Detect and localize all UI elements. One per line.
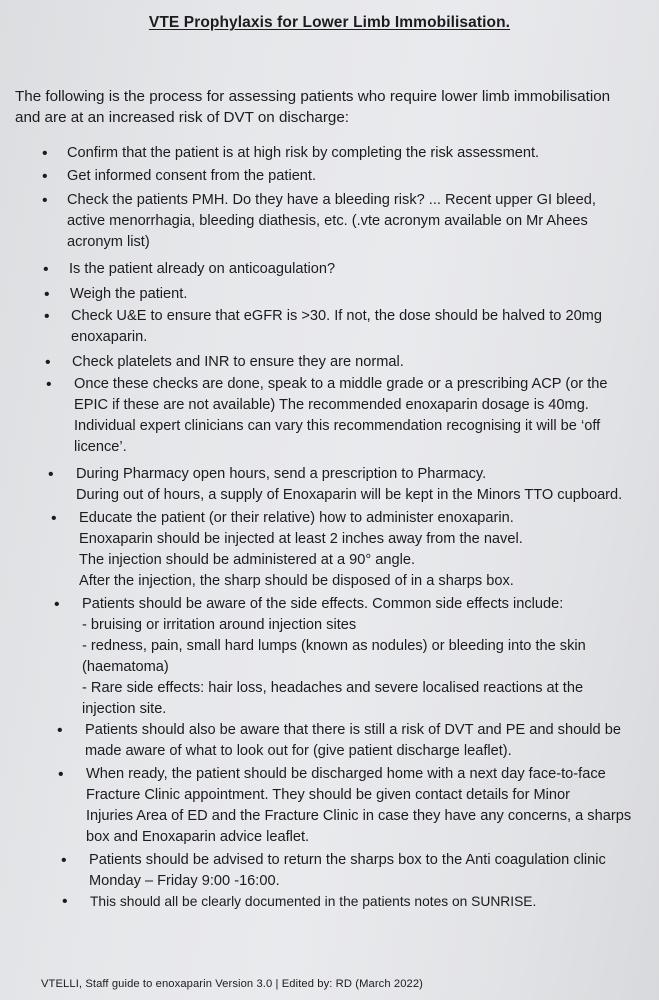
- bullet-icon: •: [42, 145, 48, 162]
- checklist-item: [44, 284, 187, 305]
- bullet-icon: •: [44, 308, 50, 325]
- item-text: [69, 259, 335, 280]
- item-text: [71, 306, 602, 348]
- item-line: After the injection, the sharp should be disposed of in a sharps box.: [79, 573, 514, 589]
- checklist-item: [45, 352, 404, 373]
- checklist-item: [62, 891, 536, 912]
- item-line: When ready, the patient should be discharged home with a next day face-to-face: [86, 766, 606, 782]
- item-text: [76, 464, 622, 506]
- intro-paragraph: [15, 86, 645, 128]
- item-line: Injuries Area of ED and the Fracture Clinic in case they have any concerns, a sharps: [86, 808, 632, 824]
- item-line: Educate the patient (or their relative) how to administer enoxaparin.: [79, 510, 514, 526]
- item-line: Check the patients PMH. Do they have a bleeding risk? ... Recent upper GI bleed,: [67, 192, 596, 208]
- item-line: Get informed consent from the patient.: [67, 168, 317, 184]
- item-line: This should all be clearly documented in the patients notes on SUNRISE.: [90, 894, 537, 909]
- bullet-icon: •: [58, 766, 64, 783]
- item-line: - redness, pain, small hard lumps (known as nodules) or bleeding into the skin: [82, 638, 586, 654]
- item-line: Patients should be advised to return the sharps box to the Anti coagulation clinic: [89, 852, 606, 868]
- checklist-item: [43, 259, 335, 280]
- item-line: active menorrhagia, bleeding diathesis, etc. (.vte acronym available on Mr Ahees: [67, 213, 588, 229]
- item-line: Check platelets and INR to ensure they are normal.: [72, 354, 404, 370]
- item-text: [67, 143, 539, 164]
- bullet-icon: •: [62, 893, 68, 910]
- item-text: [70, 284, 187, 305]
- item-text: [85, 720, 621, 762]
- item-line: - bruising or irritation around injection sites: [82, 617, 357, 633]
- checklist-item: [46, 374, 608, 458]
- intro-line: and are at an increased risk of DVT on discharge:: [15, 109, 350, 126]
- item-line: Once these checks are done, speak to a middle grade or a prescribing ACP (or the: [74, 376, 608, 392]
- checklist-item: [58, 764, 631, 848]
- item-text: [86, 764, 631, 848]
- item-line: During Pharmacy open hours, send a prescription to Pharmacy.: [76, 466, 487, 482]
- intro-line: The following is the process for assessing patients who require lower limb immobilisation: [15, 88, 611, 105]
- checklist-item: [51, 508, 523, 592]
- item-line: EPIC if these are not available) The recommended enoxaparin dosage is 40mg.: [74, 397, 589, 413]
- item-line: Enoxaparin should be injected at least 2 inches away from the navel.: [79, 531, 523, 547]
- item-line: Monday – Friday 9:00 -16:00.: [89, 873, 280, 889]
- bullet-icon: •: [45, 354, 51, 371]
- checklist-item: [42, 166, 316, 187]
- checklist-item: [42, 190, 596, 253]
- item-line: Patients should also be aware that there is still a risk of DVT and PE and should be: [85, 722, 621, 738]
- item-text: [67, 166, 316, 187]
- item-line: enoxaparin.: [71, 329, 148, 345]
- bullet-icon: •: [42, 192, 48, 209]
- item-line: Fracture Clinic appointment. They should be given contact details for Minor: [86, 787, 571, 803]
- bullet-icon: •: [48, 466, 54, 483]
- item-line: injection site.: [82, 701, 167, 717]
- item-text: [89, 850, 606, 892]
- checklist-item: [44, 306, 602, 348]
- checklist-item: [57, 720, 621, 762]
- footer-note: VTELLI, Staff guide to enoxaparin Version 3.0 | Edited by: RD (March 2022): [41, 978, 423, 990]
- item-text: [79, 508, 523, 592]
- item-line: box and Enoxaparin advice leaflet.: [86, 829, 310, 845]
- item-line: (haematoma): [82, 659, 169, 675]
- item-line: During out of hours, a supply of Enoxaparin will be kept in the Minors TTO cupboard.: [76, 487, 623, 503]
- item-line: Check U&E to ensure that eGFR is >30. If not, the dose should be halved to 20mg: [71, 308, 602, 324]
- bullet-icon: •: [43, 261, 49, 278]
- item-line: made aware of what to look out for (give patient discharge leaflet).: [85, 743, 512, 759]
- item-text: [72, 352, 404, 373]
- bullet-icon: •: [42, 168, 48, 185]
- item-text: [90, 891, 536, 912]
- item-line: Confirm that the patient is at high risk by completing the risk assessment.: [67, 145, 540, 161]
- item-line: Patients should be aware of the side effects. Common side effects include:: [82, 596, 564, 612]
- item-line: Is the patient already on anticoagulation?: [69, 261, 336, 277]
- document-title: VTE Prophylaxis for Lower Limb Immobilisation.: [148, 14, 511, 31]
- item-line: - Rare side effects: hair loss, headaches and severe localised reactions at the: [82, 680, 584, 696]
- checklist-item: [42, 143, 539, 164]
- item-text: [67, 190, 596, 253]
- item-line: Weigh the patient.: [70, 286, 188, 302]
- item-line: acronym list): [67, 234, 150, 250]
- checklist-item: [54, 594, 586, 720]
- checklist-item: [61, 850, 606, 892]
- item-line: Individual expert clinicians can vary this recommendation recognising it will be ‘off: [74, 418, 601, 434]
- item-line: licence’.: [74, 439, 127, 455]
- item-text: [82, 594, 586, 720]
- bullet-icon: •: [54, 596, 60, 613]
- checklist-item: [48, 464, 622, 506]
- item-text: [74, 374, 608, 458]
- bullet-icon: •: [51, 510, 57, 527]
- bullet-icon: •: [61, 852, 67, 869]
- bullet-icon: •: [57, 722, 63, 739]
- item-line: The injection should be administered at a 90° angle.: [79, 552, 416, 568]
- bullet-icon: •: [46, 376, 52, 393]
- bullet-icon: •: [44, 286, 50, 303]
